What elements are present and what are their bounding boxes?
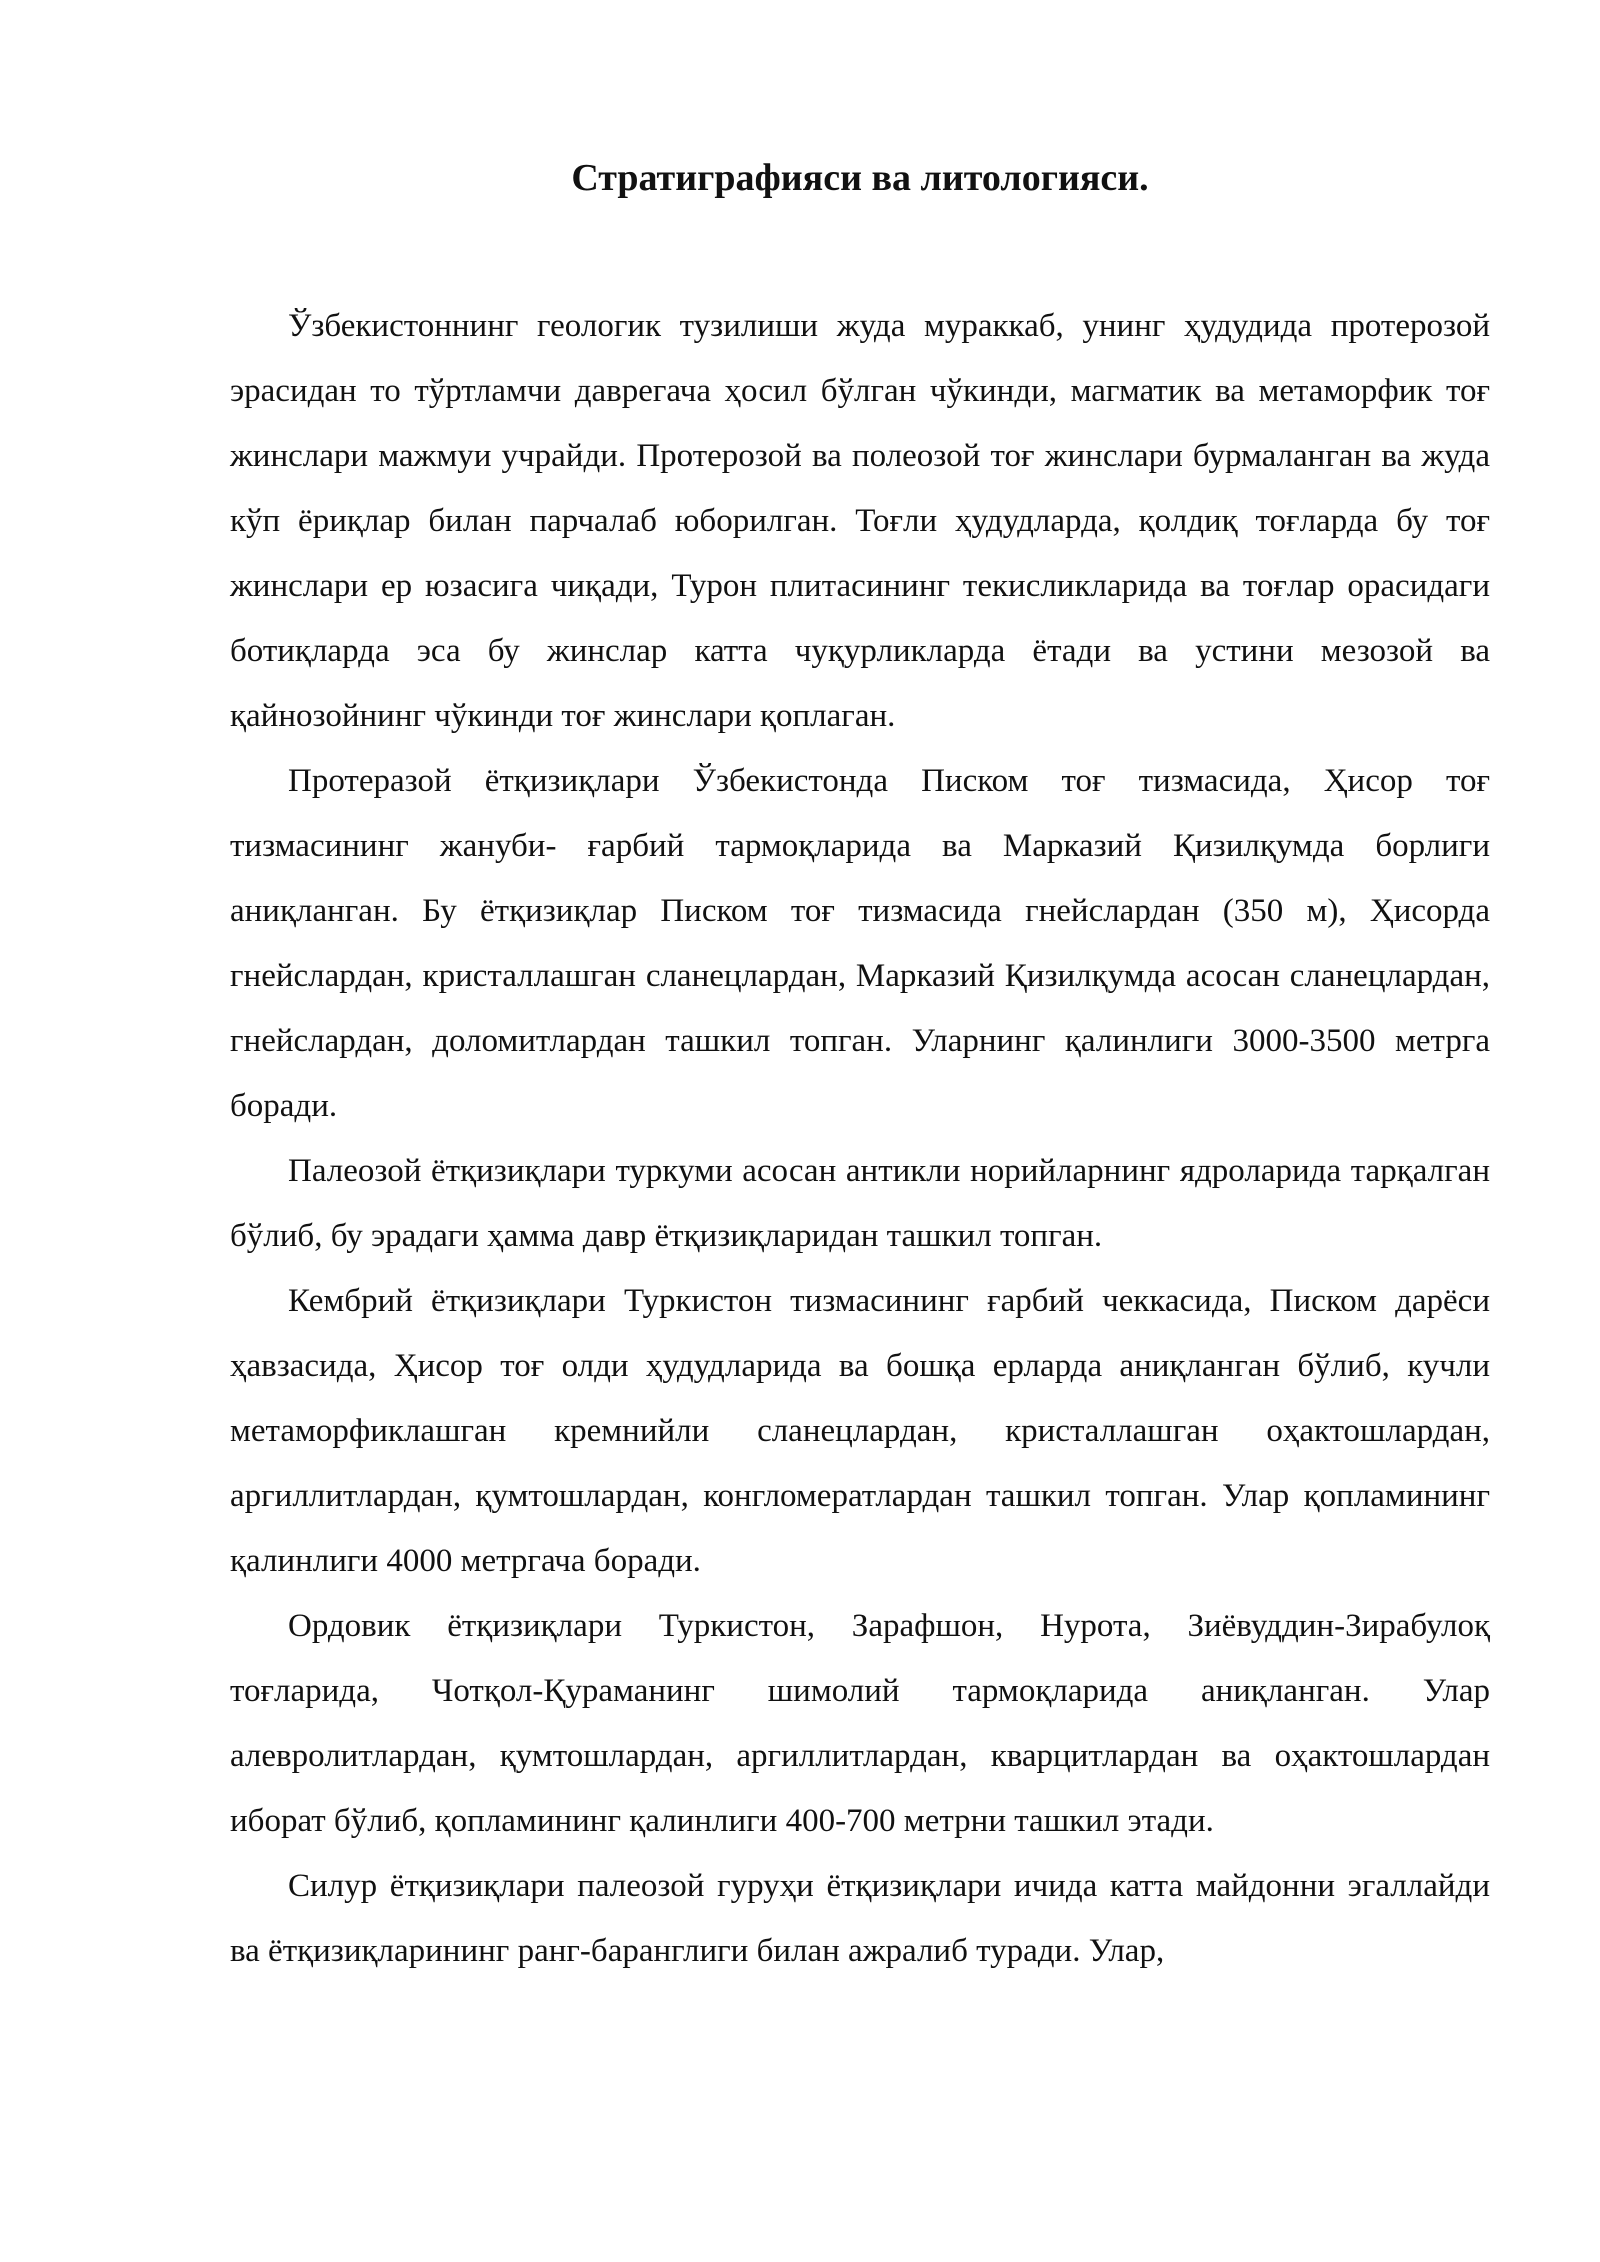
paragraph-ordovician: Ордовик ётқизиқлари Туркистон, Зарафшон, Нурота, Зиёвуддин-Зирабулоқ тоғларида, Чотқол-Қураманинг шимолий тармоқларида аниқланган. Улар алевролитлардан, қумтошлардан, аргиллитлардан, кварцитлардан ва оҳактошлардан иборат бўлиб, қопламининг қалинлиги 400-700 метрни ташкил этади. — [230, 1608, 1490, 1839]
paragraph-cambrian: Кембрий ётқизиқлари Туркистон тизмасининг ғарбий чеккасида, Писком дарёси ҳавзасида, Ҳисор тоғ олди ҳудудларида ва бошқа ерларда аниқланган бўлиб, кучли метаморфиклашган кремнийли сланецлардан, кристаллашган оҳактошлардан, аргиллитлардан, қумтошлардан, конгломератлардан ташкил топган. Улар қопламининг қалинлиги 4000 метргача боради. — [230, 1283, 1490, 1579]
paragraph-proterozoic: Протеразой ётқизиқлари Ўзбекистонда Писком тоғ тизмасида, Ҳисор тоғ тизмасининг жануби- ғарбий тармоқларида ва Марказий Қизилқумда борлиги аниқланган. Бу ётқизиқлар Писком тоғ тизмасида гнейслардан (350 м), Ҳисорда гнейслардан, кристаллашган сланецлардан, Марказий Қизилқумда асосан сланецлардан, гнейслардан, доломитлардан ташкил топган. Уларнинг қалинлиги 3000-3500 метрга боради. — [230, 763, 1490, 1124]
paragraph-silurian: Силур ётқизиқлари палеозой гуруҳи ётқизиқлари ичида катта майдонни эгаллайди ва ётқизиқларининг ранг-баранглиги билан ажралиб туради. Улар, — [230, 1868, 1490, 1969]
paragraph-paleozoic: Палеозой ётқизиқлари туркуми асосан антикли норийларнинг ядроларида тарқалган бўлиб, бу эрадаги ҳамма давр ётқизиқларидан ташкил топган. — [230, 1153, 1490, 1254]
page-title: Стратиграфияси ва литологияси. — [571, 157, 1149, 199]
document-body — [230, 294, 1490, 1984]
paragraph-intro: Ўзбекистоннинг геологик тузилиши жуда мураккаб, унинг ҳудудида протерозой эрасидан то тўртламчи даврегача ҳосил бўлган чўкинди, магматик ва метаморфик тоғ жинслари мажмуи учрайди. Протерозой ва полеозой тоғ жинслари бурмаланган ва жуда кўп ёриқлар билан парчалаб юборилган. Тоғли ҳудудларда, қолдиқ тоғларда бу тоғ жинслари ер юзасига чиқади, Турон плитасининг текисликларида ва тоғлар орасидаги ботиқларда эса бу жинслар катта чуқурликларда ётади ва устини мезозой ва қайнозойнинг чўкинди тоғ жинслари қоплаган. — [230, 308, 1490, 734]
